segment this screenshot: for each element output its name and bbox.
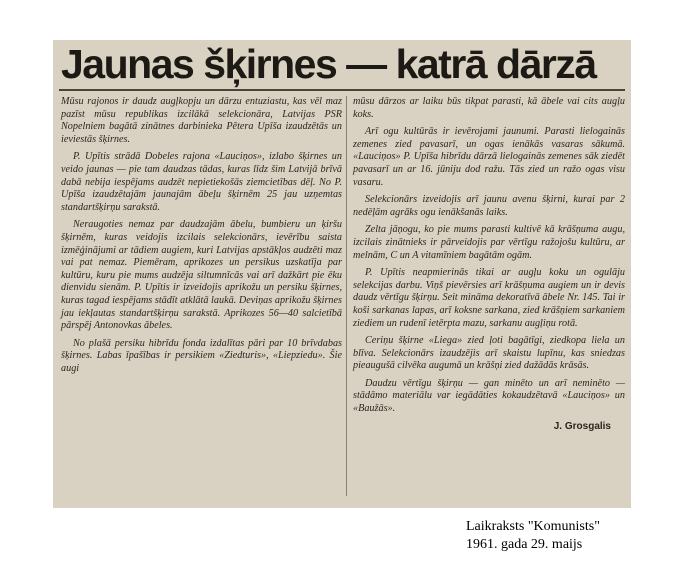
article-column-left — [61, 96, 342, 380]
paragraph: Mūsu rajonos ir daudz augļkopju un dārzu entuziastu, kas vēl maz pazīst mūsu republikas izcilākā selekcionāra, Latvijas PSR Nopelniem bagātā zinātnes darbinieka Pētera Upīša izaudzētās un ieviestās šķirnes. — [61, 96, 342, 145]
paragraph: Arī ogu kultūrās ir ievērojami jaunumi. Parasti lielogainās zemenes zied pavasarī, un ogas ienākās vasaras sākumā. «Lauciņos» P. Upīša hibrīdu dārzā lielogainās zemenes sāk ziedēt pavasarī un ar 16. jūniju dod ražu. Tās zied un ražo ogas visu vasaru. — [353, 126, 625, 188]
article-column-right — [353, 96, 625, 433]
author-signature: J. Grosgalis — [553, 420, 611, 432]
newspaper-clipping — [53, 40, 631, 508]
source-date: 1961. gada 29. maijs — [466, 537, 583, 552]
column-divider — [346, 96, 347, 496]
paragraph: P. Upītis neapmierinās tikai ar augļu koku un ogulāju selekcijas darbu. Viņš pievērsies arī krāšņuma augiem un ir devis daudz vērtīgu šķirņu. Seit mināma dekoratīvā ābele Nr. 145. Tai ir koši sarkanas lapas, arī koksne sarkana, zied krāšņiem sarkaniem ziediem un rudenī ietērpta mazu, sarkanu augļiņu rotā. — [353, 267, 625, 329]
paragraph: Neraugoties nemaz par daudzajām ābelu, bumbieru un ķiršu šķirnēm, kuras veidojis izcilais selekcionārs, ievērību saista izmēģinājumi ar tādiem augiem, kuri Latvijas apstākļos audzēti maz vai pat nemaz. Piemēram, aprikozes un persikus uzskatīja par kultūru, kuru pie mums audzēja siltumnīcās vai arī dažkārt pie ēku dienvidu sienām. P. Upītis ir izveidojis aprikožu un persiku šķirnes, kuras tagad iespējams stādīt atklātā laukā. Deviņas aprikožu šķirnes jau iekļautas standartšķirņu sarakstā. Aprikozes 56—40 salcietībā pārspēj Antonovkas ābeles. — [61, 219, 342, 332]
source-caption — [466, 518, 600, 554]
paragraph: Selekcionārs izveidojis arī jaunu avenu šķirni, kurai par 2 nedēļām agrāks ogu ienākšanās laiks. — [353, 194, 625, 218]
paragraph: P. Upītis strādā Dobeles rajona «Lauciņos», izlabo šķirnes un veido jaunas — pie tam daudzas tādas, kuras līdz šim Latvijā brīvā dabā nebija iespējams audzēt nepietiekošās ziemcietības dēļ. No P. Upīša izaudzētajām jaunajām ābeļu šķirnēm 25 jau uzņemtas standartšķirņu sarakstā. — [61, 151, 342, 213]
paragraph: mūsu dārzos ar laiku būs tikpat parasti, kā ābele vai cits augļu koks. — [353, 96, 625, 120]
paragraph: Ceriņu šķirne «Liega» zied ļoti bagātīgi, ziedkopa liela un blīva. Selekcionārs izaudzējis arī skaistu lupīnu, kas sniedzas pieaugušā cilvēka augumā un krāšņi zied dažādās krāsās. — [353, 335, 625, 372]
paragraph: Daudzu vērtīgu šķirņu — gan minēto un arī neminēto — stādāmo materiālu var iegādāties kokaudzētavā «Lauciņos» un «Baužās». — [353, 377, 625, 415]
article-headline: Jaunas šķirnes — katrā dārzā — [61, 41, 596, 87]
paragraph: Zelta jāņogu, ko pie mums parasti kultivē kā krāšņuma augu, izcilais zinātnieks ir pārveidojis par vērtīgu ražojošu kultūru, ar melnām, C un A vitamīniem bagātām ogām. — [353, 224, 625, 261]
headline-rule — [59, 89, 625, 91]
paragraph: No plašā persiku hibrīdu fonda izdalītas pāri par 10 brīvdabas šķirnes. Labas īpašības ir persikiem «Ziedturis», «Liepziedu». Šie augi — [61, 337, 342, 374]
source-newspaper: Laikraksts "Komunists" — [466, 519, 600, 534]
